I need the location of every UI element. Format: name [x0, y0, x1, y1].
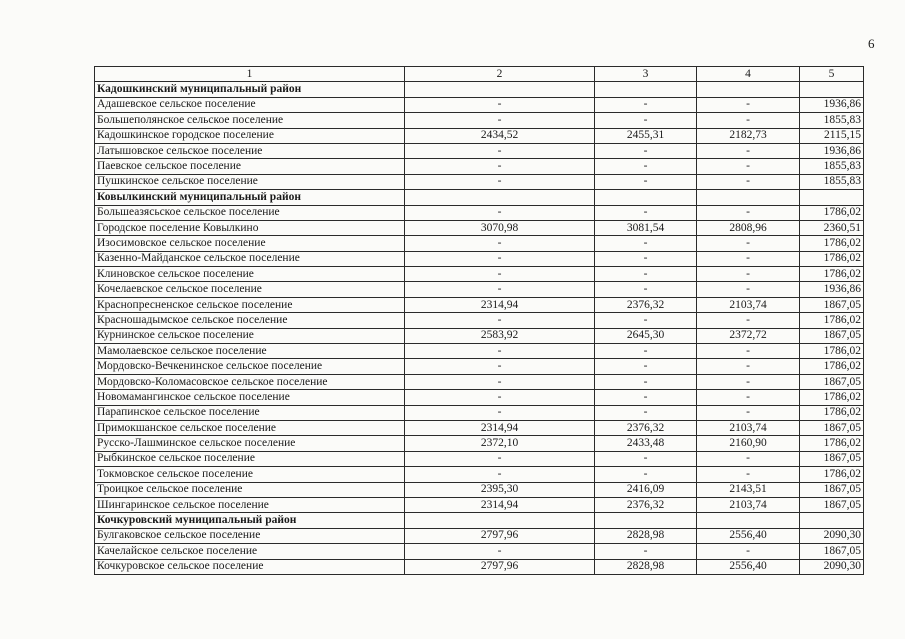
settlement-name-cell: Булгаковское сельское поселение	[95, 528, 405, 543]
settlement-name-cell: Кочкуровское сельское поселение	[95, 559, 405, 574]
value-col-3-cell: -	[595, 174, 697, 189]
value-col-4-cell: -	[697, 205, 800, 220]
value-col-3-cell: -	[595, 205, 697, 220]
settlement-name-cell: Качелайское сельское поселение	[95, 544, 405, 559]
settlement-name-cell: Токмовское сельское поселение	[95, 467, 405, 482]
value-col-4-cell: -	[697, 282, 800, 297]
value-col-3-cell: 2416,09	[595, 482, 697, 497]
value-col-2-cell: -	[405, 267, 595, 282]
value-col-4-cell: -	[697, 374, 800, 389]
value-col-5-cell: 1786,02	[800, 267, 864, 282]
settlement-name-cell: Троицкое сельское поселение	[95, 482, 405, 497]
table-row	[95, 359, 864, 374]
value-col-2-cell: 2314,94	[405, 420, 595, 435]
district-name-cell: Кочкуровский муниципальный район	[95, 513, 405, 528]
value-col-3-cell: 2376,32	[595, 297, 697, 312]
district-name-cell: Кадошкинский муниципальный район	[95, 82, 405, 97]
value-col-2-cell: 2797,96	[405, 528, 595, 543]
table-row	[95, 143, 864, 158]
value-col-3-cell	[595, 190, 697, 205]
value-col-3-cell	[595, 513, 697, 528]
value-col-4-cell: -	[697, 267, 800, 282]
settlement-name-cell: Новомамангинское сельское поселение	[95, 390, 405, 405]
value-col-5-cell: 1867,05	[800, 328, 864, 343]
value-col-4-cell: -	[697, 390, 800, 405]
value-col-4-cell: 2103,74	[697, 297, 800, 312]
value-col-5-cell: 1786,02	[800, 251, 864, 266]
value-col-5-cell: 1867,05	[800, 420, 864, 435]
value-col-4-cell: 2103,74	[697, 420, 800, 435]
value-col-2-cell	[405, 513, 595, 528]
settlement-name-cell: Латышовское сельское поселение	[95, 143, 405, 158]
table-row	[95, 467, 864, 482]
settlement-name-cell: Адашевское сельское поселение	[95, 97, 405, 112]
value-col-2-cell: -	[405, 236, 595, 251]
value-col-2-cell: 2395,30	[405, 482, 595, 497]
header-col-1: 1	[95, 67, 405, 82]
value-col-3-cell: -	[595, 113, 697, 128]
value-col-5-cell: 1936,86	[800, 97, 864, 112]
value-col-2-cell: -	[405, 467, 595, 482]
value-col-2-cell: -	[405, 143, 595, 158]
table-row	[95, 420, 864, 435]
value-col-3-cell: 2376,32	[595, 420, 697, 435]
value-col-3-cell: 2376,32	[595, 497, 697, 512]
value-col-4-cell: -	[697, 113, 800, 128]
value-col-2-cell: -	[405, 544, 595, 559]
value-col-4-cell: -	[697, 313, 800, 328]
value-col-4-cell: 2143,51	[697, 482, 800, 497]
table-row	[95, 251, 864, 266]
district-name-cell: Ковылкинский муниципальный район	[95, 190, 405, 205]
settlement-name-cell: Пушкинское сельское поселение	[95, 174, 405, 189]
value-col-3-cell: -	[595, 405, 697, 420]
value-col-5-cell: 1786,02	[800, 359, 864, 374]
settlement-name-cell: Мордовско-Коломасовское сельское поселение	[95, 374, 405, 389]
settlement-name-cell: Курнинское сельское поселение	[95, 328, 405, 343]
value-col-2-cell: 2797,96	[405, 559, 595, 574]
value-col-5-cell: 1867,05	[800, 451, 864, 466]
settlement-name-cell: Шингаринское сельское поселение	[95, 497, 405, 512]
value-col-4-cell: 2372,72	[697, 328, 800, 343]
value-col-4-cell: -	[697, 544, 800, 559]
value-col-2-cell: 2372,10	[405, 436, 595, 451]
value-col-2-cell: -	[405, 313, 595, 328]
value-col-2-cell: -	[405, 113, 595, 128]
district-header-row	[95, 82, 864, 97]
value-col-3-cell: 2828,98	[595, 528, 697, 543]
value-col-5-cell: 1786,02	[800, 405, 864, 420]
settlement-name-cell: Большеазясьское сельское поселение	[95, 205, 405, 220]
value-col-3-cell: -	[595, 313, 697, 328]
value-col-2-cell: 2583,92	[405, 328, 595, 343]
settlement-name-cell: Паевское сельское поселение	[95, 159, 405, 174]
value-col-2-cell: -	[405, 174, 595, 189]
settlement-name-cell: Парапинское сельское поселение	[95, 405, 405, 420]
table-row	[95, 544, 864, 559]
table-row	[95, 267, 864, 282]
value-col-4-cell: -	[697, 359, 800, 374]
value-col-5-cell: 1786,02	[800, 236, 864, 251]
table-row	[95, 390, 864, 405]
value-col-3-cell: -	[595, 374, 697, 389]
value-col-5-cell	[800, 190, 864, 205]
value-col-3-cell: 3081,54	[595, 220, 697, 235]
value-col-5-cell: 1786,02	[800, 205, 864, 220]
header-col-3: 3	[595, 67, 697, 82]
value-col-5-cell: 1786,02	[800, 436, 864, 451]
value-col-3-cell: -	[595, 359, 697, 374]
value-col-3-cell: -	[595, 282, 697, 297]
table-row	[95, 528, 864, 543]
value-col-3-cell: -	[595, 544, 697, 559]
value-col-5-cell: 1867,05	[800, 544, 864, 559]
value-col-2-cell: -	[405, 205, 595, 220]
value-col-4-cell	[697, 82, 800, 97]
settlement-name-cell: Примокшанское сельское поселение	[95, 420, 405, 435]
table-row	[95, 282, 864, 297]
value-col-3-cell: -	[595, 251, 697, 266]
tariff-table	[94, 66, 864, 575]
settlement-name-cell: Казенно-Майданское сельское поселение	[95, 251, 405, 266]
value-col-4-cell: -	[697, 143, 800, 158]
value-col-2-cell: 2314,94	[405, 497, 595, 512]
header-col-2: 2	[405, 67, 595, 82]
value-col-3-cell: -	[595, 451, 697, 466]
table-row	[95, 313, 864, 328]
value-col-5-cell: 1867,05	[800, 297, 864, 312]
value-col-5-cell: 2360,51	[800, 220, 864, 235]
table-row	[95, 436, 864, 451]
value-col-2-cell: -	[405, 374, 595, 389]
value-col-4-cell: -	[697, 405, 800, 420]
value-col-3-cell: -	[595, 390, 697, 405]
value-col-3-cell: 2828,98	[595, 559, 697, 574]
value-col-4-cell: -	[697, 236, 800, 251]
settlement-name-cell: Большеполянское сельское поселение	[95, 113, 405, 128]
settlement-name-cell: Русско-Лашминское сельское поселение	[95, 436, 405, 451]
value-col-3-cell: -	[595, 236, 697, 251]
value-col-4-cell: 2556,40	[697, 559, 800, 574]
value-col-2-cell: -	[405, 344, 595, 359]
value-col-5-cell: 1936,86	[800, 282, 864, 297]
table-row	[95, 297, 864, 312]
value-col-4-cell: -	[697, 344, 800, 359]
value-col-4-cell: 2182,73	[697, 128, 800, 143]
settlement-name-cell: Рыбкинское сельское поселение	[95, 451, 405, 466]
value-col-2-cell: 2314,94	[405, 297, 595, 312]
district-header-row	[95, 190, 864, 205]
value-col-3-cell: 2455,31	[595, 128, 697, 143]
value-col-5-cell: 2090,30	[800, 559, 864, 574]
value-col-2-cell	[405, 190, 595, 205]
value-col-4-cell: -	[697, 251, 800, 266]
value-col-5-cell: 1786,02	[800, 344, 864, 359]
value-col-5-cell: 1855,83	[800, 159, 864, 174]
header-row	[95, 67, 864, 82]
table-row	[95, 236, 864, 251]
settlement-name-cell: Кочелаевское сельское поселение	[95, 282, 405, 297]
table-row	[95, 451, 864, 466]
value-col-5-cell: 1867,05	[800, 374, 864, 389]
value-col-2-cell: -	[405, 159, 595, 174]
value-col-4-cell: 2160,90	[697, 436, 800, 451]
value-col-2-cell: -	[405, 390, 595, 405]
page-number: 6	[868, 36, 875, 51]
settlement-name-cell: Кадошкинское городское поселение	[95, 128, 405, 143]
value-col-5-cell	[800, 513, 864, 528]
value-col-4-cell: -	[697, 451, 800, 466]
value-col-5-cell: 1867,05	[800, 497, 864, 512]
value-col-2-cell: -	[405, 359, 595, 374]
value-col-2-cell: -	[405, 97, 595, 112]
value-col-5-cell	[800, 82, 864, 97]
table-row	[95, 97, 864, 112]
settlement-name-cell: Краснопресненское сельское поселение	[95, 297, 405, 312]
value-col-4-cell: -	[697, 174, 800, 189]
value-col-4-cell: 2103,74	[697, 497, 800, 512]
value-col-5-cell: 1786,02	[800, 313, 864, 328]
table-row	[95, 497, 864, 512]
value-col-2-cell: -	[405, 405, 595, 420]
settlement-name-cell: Городское поселение Ковылкино	[95, 220, 405, 235]
table-row	[95, 128, 864, 143]
value-col-3-cell: 2645,30	[595, 328, 697, 343]
value-col-5-cell: 1786,02	[800, 390, 864, 405]
value-col-3-cell: -	[595, 159, 697, 174]
value-col-2-cell: -	[405, 282, 595, 297]
table-row	[95, 113, 864, 128]
table-row	[95, 374, 864, 389]
value-col-3-cell: -	[595, 467, 697, 482]
value-col-3-cell: -	[595, 344, 697, 359]
table-body	[95, 67, 864, 575]
value-col-3-cell: 2433,48	[595, 436, 697, 451]
settlement-name-cell: Изосимовское сельское поселение	[95, 236, 405, 251]
value-col-5-cell: 1855,83	[800, 174, 864, 189]
value-col-5-cell: 2090,30	[800, 528, 864, 543]
value-col-3-cell: -	[595, 267, 697, 282]
header-col-4: 4	[697, 67, 800, 82]
value-col-2-cell: 3070,98	[405, 220, 595, 235]
table-row	[95, 344, 864, 359]
settlement-name-cell: Мамолаевское сельское поселение	[95, 344, 405, 359]
table-row	[95, 205, 864, 220]
value-col-2-cell: -	[405, 251, 595, 266]
value-col-3-cell	[595, 82, 697, 97]
table-row	[95, 159, 864, 174]
table-row	[95, 328, 864, 343]
value-col-2-cell: -	[405, 451, 595, 466]
value-col-5-cell: 1855,83	[800, 113, 864, 128]
value-col-3-cell: -	[595, 143, 697, 158]
header-col-5: 5	[800, 67, 864, 82]
table-row	[95, 482, 864, 497]
table-row	[95, 559, 864, 574]
value-col-2-cell: 2434,52	[405, 128, 595, 143]
settlement-name-cell: Клиновское сельское поселение	[95, 267, 405, 282]
value-col-4-cell	[697, 190, 800, 205]
value-col-3-cell: -	[595, 97, 697, 112]
table-row	[95, 220, 864, 235]
settlement-name-cell: Мордовско-Вечкенинское сельское поселение	[95, 359, 405, 374]
table-row	[95, 174, 864, 189]
table-row	[95, 405, 864, 420]
value-col-5-cell: 1786,02	[800, 467, 864, 482]
district-header-row	[95, 513, 864, 528]
value-col-4-cell: 2808,96	[697, 220, 800, 235]
value-col-4-cell: -	[697, 97, 800, 112]
value-col-4-cell	[697, 513, 800, 528]
value-col-5-cell: 1867,05	[800, 482, 864, 497]
settlement-name-cell: Красношадымское сельское поселение	[95, 313, 405, 328]
value-col-5-cell: 2115,15	[800, 128, 864, 143]
value-col-4-cell: -	[697, 159, 800, 174]
value-col-4-cell: -	[697, 467, 800, 482]
value-col-2-cell	[405, 82, 595, 97]
value-col-4-cell: 2556,40	[697, 528, 800, 543]
value-col-5-cell: 1936,86	[800, 143, 864, 158]
